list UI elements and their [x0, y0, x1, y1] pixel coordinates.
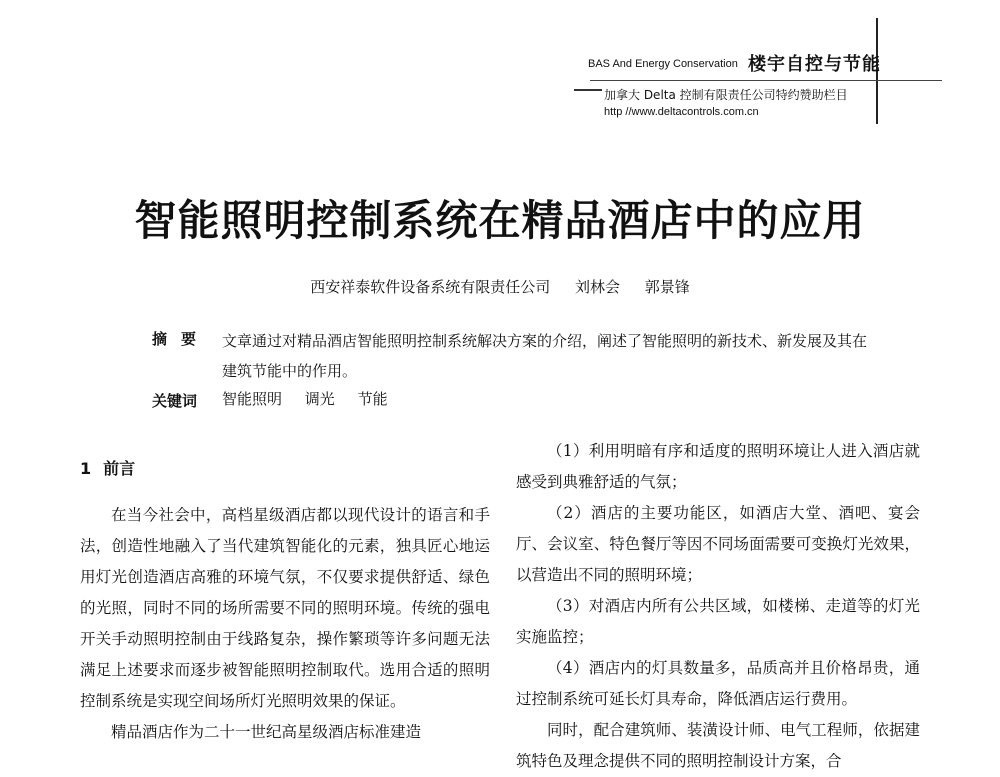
author-name: 刘林会 — [574, 278, 620, 296]
abstract-label: 摘要 — [152, 330, 211, 348]
keyword: 节能 — [357, 390, 388, 408]
section-heading — [80, 450, 490, 488]
header-dash — [574, 89, 602, 91]
sponsor-url: http //www.deltacontrols.com.cn — [604, 106, 759, 118]
section-title: 前言 — [103, 459, 136, 478]
journal-header — [0, 0, 1000, 130]
left-column — [80, 450, 490, 748]
keywords-list — [222, 388, 406, 409]
author-name: 郭景锋 — [644, 278, 690, 296]
paragraph: （2）酒店的主要功能区，如酒店大堂、酒吧、宴会厅、会议室、特色餐厅等因不同场面需要可变换灯光效果，以营造出不同的照明环境； — [516, 504, 920, 584]
column-name-english: BAS And Energy Conservation — [588, 58, 738, 70]
paragraph: （3）对酒店内所有公共区域，如楼梯、走道等的灯光实施监控； — [516, 597, 920, 646]
paragraph: 在当今社会中，高档星级酒店都以现代设计的语言和手法，创造性地融入了当代建筑智能化的元素，独具匠心地运用灯光创造酒店高雅的环境气氛，不仅要求提供舒适、绿色的光照，同时不同的场所需要不同的照明环境。传统的强电开关手动照明控制由于线路复杂，操作繁琐等许多问题无法满足上述要求而逐步被智能照明控制取代。选用合适的照明控制系统是实现空间场所灯光照明效果的保证。 — [80, 506, 490, 710]
paragraph: 精品酒店作为二十一世纪高星级酒店标准建造 — [111, 723, 422, 741]
keyword: 调光 — [304, 390, 335, 408]
paragraph: 同时，配合建筑师、装潢设计师、电气工程师，依据建筑特色及理念提供不同的照明控制设计方案，合 — [516, 721, 920, 770]
header-horizontal-rule — [590, 80, 942, 81]
paragraph: （1）利用明暗有序和适度的照明环境让人进入酒店就感受到典雅舒适的气氛； — [516, 442, 920, 491]
column-name-chinese: 楼宇自控与节能 — [748, 54, 881, 75]
right-column — [516, 436, 920, 777]
sponsor-line: 加拿大 Delta 控制有限责任公司特约赞助栏目 — [604, 88, 848, 102]
abstract-text: 文章通过对精品酒店智能照明控制系统解决方案的介绍，阐述了智能照明的新技术、新发展及其在建筑节能中的作用。 — [222, 332, 868, 380]
section-number: 1 — [80, 459, 92, 478]
affiliation: 西安祥泰软件设备系统有限责任公司 — [310, 278, 551, 296]
keywords-label: 关键词 — [152, 392, 198, 410]
keyword: 智能照明 — [222, 390, 283, 408]
article-title: 智能照明控制系统在精品酒店中的应用 — [134, 196, 866, 245]
paragraph: （4）酒店内的灯具数量多，品质高并且价格昂贵，通过控制系统可延长灯具寿命，降低酒店运行费用。 — [516, 659, 920, 708]
author-line — [0, 276, 1000, 297]
